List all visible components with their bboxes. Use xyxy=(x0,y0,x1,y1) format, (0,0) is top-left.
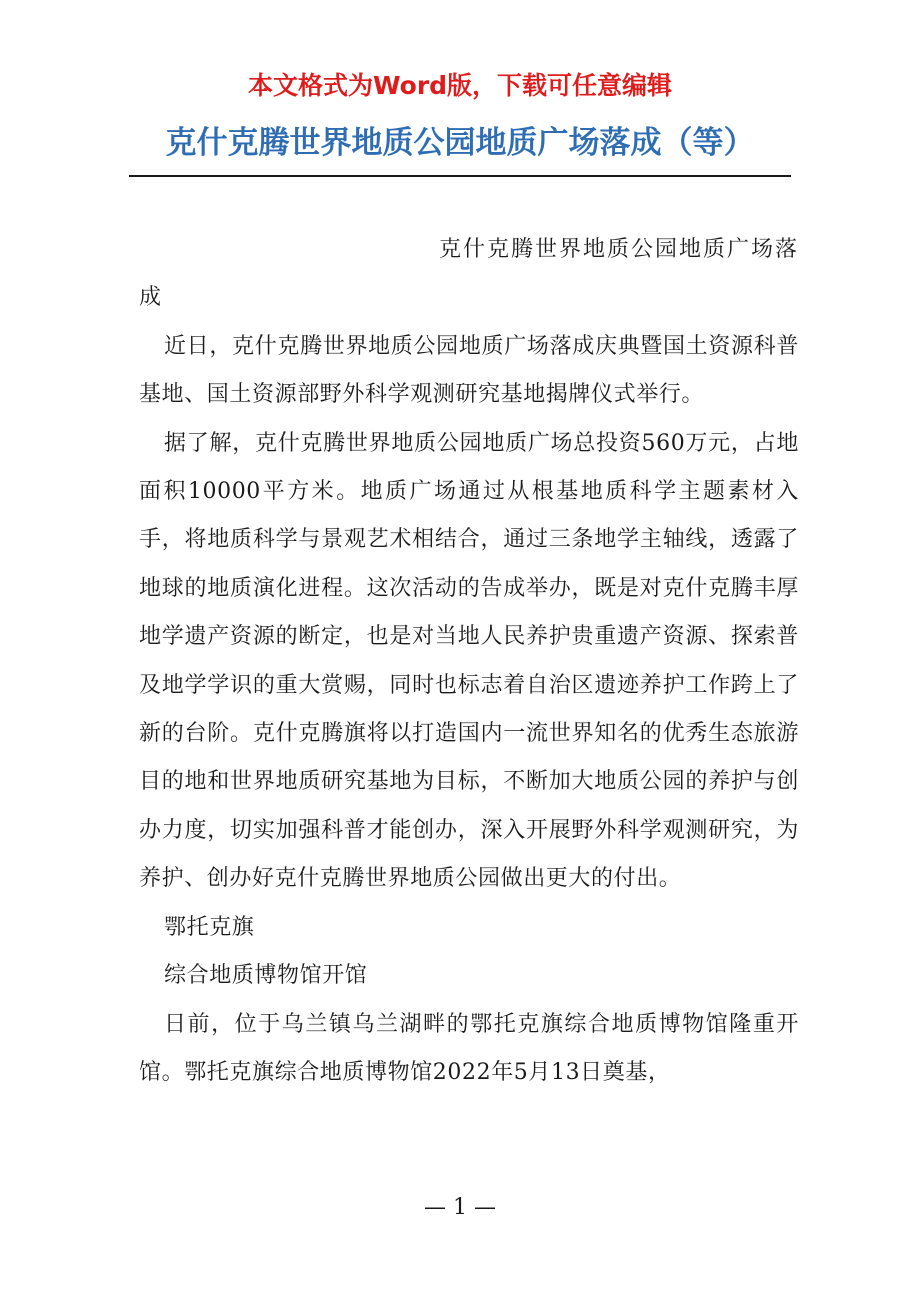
title-divider xyxy=(129,175,791,177)
paragraph: 日前，位于乌兰镇乌兰湖畔的鄂托克旗综合地质博物馆隆重开馆。鄂托克旗综合地质博物馆2022年5月13日奠基， xyxy=(139,1011,799,1085)
format-notice: 本文格式为Word版，下载可任意编辑 xyxy=(247,71,673,100)
article-subtitle: 克什克腾世界地质公园地质广场落成 xyxy=(139,237,800,311)
document-body xyxy=(139,226,799,1097)
paragraph: 据了解，克什克腾世界地质公园地质广场总投资560万元，占地面积10000平方米。地质广场通过从根基地质科学主题素材入手，将地质科学与景观艺术相结合，通过三条地学主轴线，透露了地球的地质演化进程。这次活动的告成举办，既是对克什克腾丰厚地学遗产资源的断定，也是对当地人民养护贵重遗产资源、探索普及地学学识的重大赏赐，同时也标志着自治区遗迹养护工作跨上了新的台阶。克什克腾旗将以打造国内一流世界知名的优秀生态旅游目的地和世界地质研究基地为目标，不断加大地质公园的养护与创办力度，切实加强科普才能创办，深入开展野外科学观测研究，为养护、创办好克什克腾世界地质公园做出更大的付出。 xyxy=(139,430,799,892)
paragraph: 近日，克什克腾世界地质公园地质广场落成庆典暨国土资源科普基地、国土资源部野外科学观测研究基地揭牌仪式举行。 xyxy=(139,333,799,408)
section-heading: 鄂托克旗 xyxy=(164,914,255,940)
document-title: 克什克腾世界地质公园地质广场落成（等） xyxy=(165,125,755,161)
page-number: — 1 — xyxy=(424,1195,496,1220)
section-subheading: 综合地质博物馆开馆 xyxy=(164,963,368,989)
